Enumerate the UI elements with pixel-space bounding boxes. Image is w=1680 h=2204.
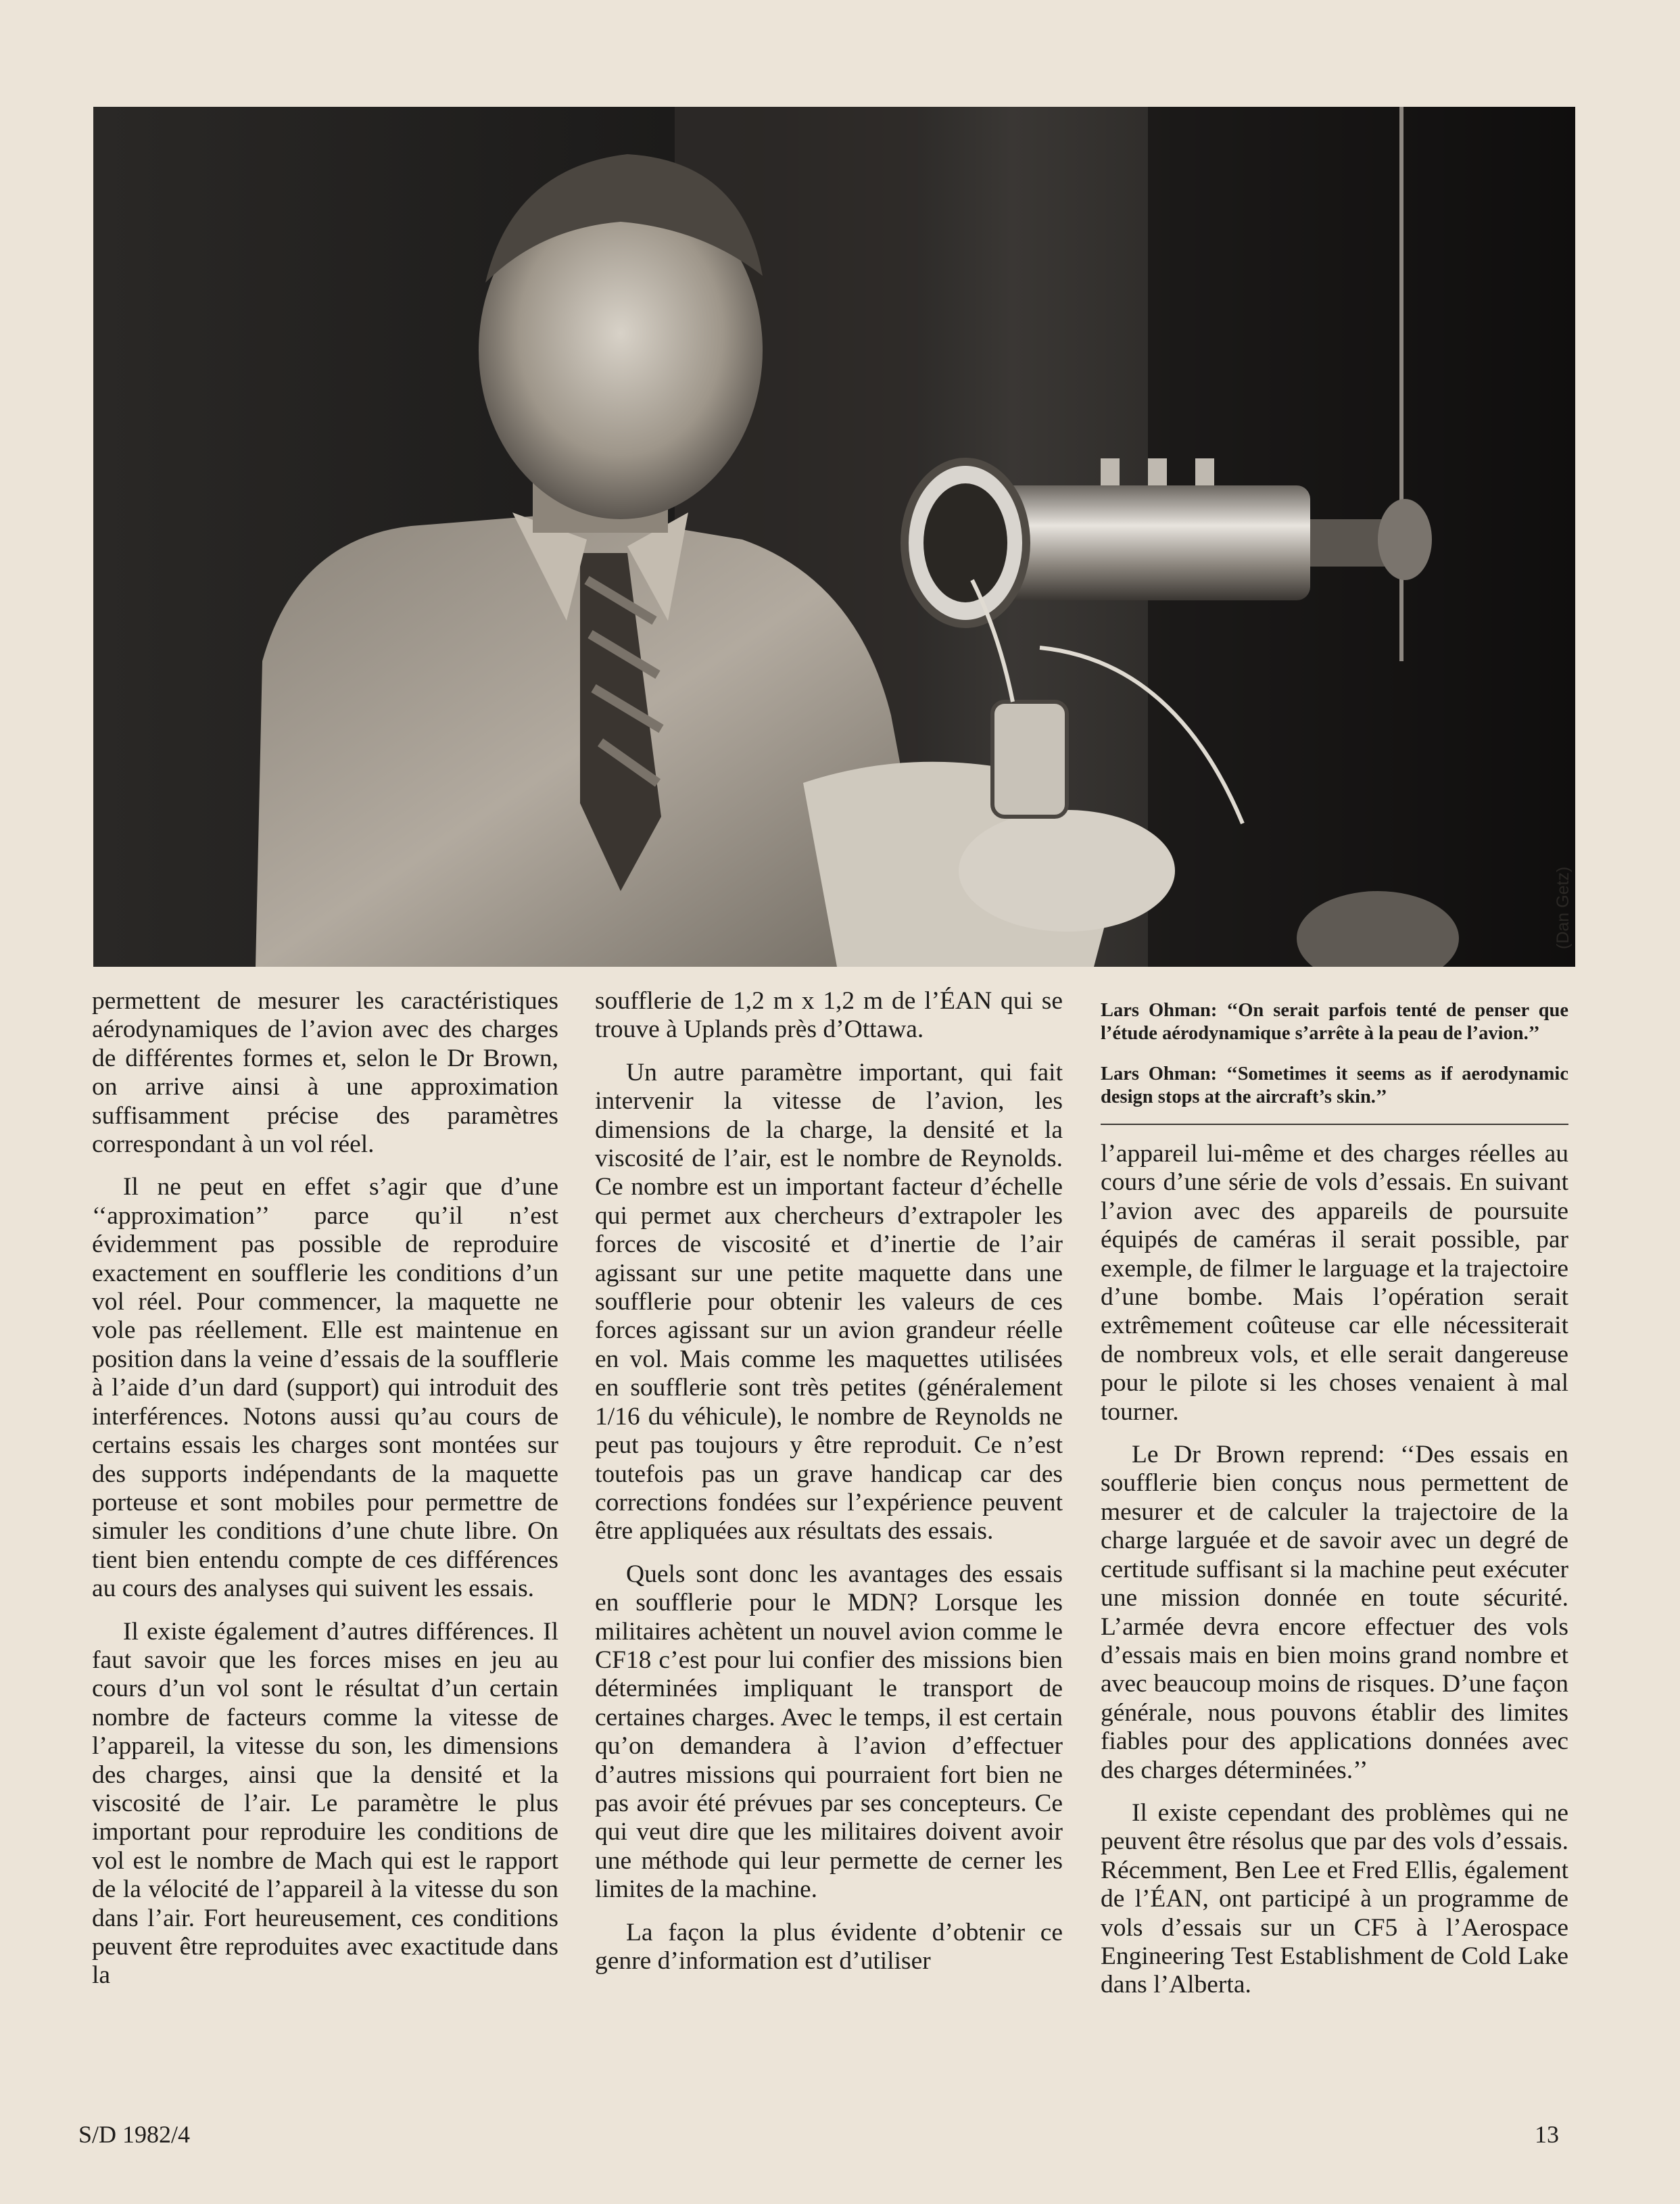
paragraph: Quels sont donc les avantages des essais en soufflerie pour le MDN? Lorsque les militaires achètent un nouvel avion comme le CF18 c’est pour lui confier des missions bien déterminées impliquant le transport de certaines charges. Avec le temps, il est certain qu’on demandera à l’avion d’effectuer d’autres missions qui pourraient fort bien ne pas avoir été prévues par ses concepteurs. Ce qui veut dire que les militaires doivent avoir une méthode qui leur permette de cerner les limites de la machine. <box>595 1560 1063 1904</box>
photo-caption-english: Lars Ohman: ‘‘Sometimes it seems as if aerodynamic design stops at the aircraft’s skin.’’ <box>1101 1063 1568 1107</box>
paragraph: Un autre paramètre important, qui fait intervenir la vitesse de l’avion, les dimensions de la charge, la densité et la viscosité de l’air, est le nombre de Reynolds. Ce nombre est un important facteur d’échelle qui permet aux chercheurs d’extrapoler les forces de viscosité et d’inertie de l’air agissant sur une petite maquette dans une soufflerie pour obtenir les valeurs de ces forces agissant sur un avion grandeur réelle en vol. Mais comme les maquettes utilisées en soufflerie sont très petites (généralement 1/16 du véhicule), le nombre de Reynolds ne peut pas toujours y être reproduit. Ce n’est toutefois pas un grave handicap car des corrections fondées sur l’expérience peuvent être appliquées aux résultats des essais. <box>595 1058 1063 1546</box>
text-column-3 <box>1101 987 1568 2014</box>
photo-credit: (Dan Getz) <box>1554 866 1573 949</box>
paragraph: La façon la plus évidente d’obtenir ce genre d’information est d’utiliser <box>595 1918 1063 1975</box>
paragraph: l’appareil lui-même et des charges réelles au cours d’une série de vols d’essais. En suivant l’avion avec des appareils de poursuite équipés de caméras il serait possible, par exemple, de filmer le larguage et la trajectoire d’une bombe. Mais l’opération serait extrêmement coûteuse car elle nécessiterait de nombreux vols, et elle serait dangereuse pour le pilote si les choses venaient à mal tourner. <box>1101 1140 1568 1426</box>
paragraph: Il existe cependant des problèmes qui ne peuvent être résolus que par des vols d’essais. Récemment, Ben Lee et Fred Ellis, également de l’ÉAN, ont participé à un programme de vols d’essais sur un CF5 à l’Aerospace Engineering Test Establishment de Cold Lake dans l’Alberta. <box>1101 1798 1568 1999</box>
photo-image <box>93 107 1575 967</box>
photo-researcher-with-model <box>93 107 1575 967</box>
paragraph: Il ne peut en effet s’agir que d’une ‘‘approximation’’ parce qu’il n’est évidemment pas possible de reproduire exactement en soufflerie les conditions d’un vol réel. Pour commencer, la maquette ne vole pas réellement. Elle est maintenue en position dans la veine d’essais de la soufflerie à l’aide d’un dard (support) qui introduit des interférences. Notons aussi qu’au cours de certains essais les charges sont montées sur des supports indépendants de la maquette porteuse et sont mobiles pour permettre de simuler les conditions d’une chute libre. On tient bien entendu compte de ces différences au cours des analyses qui suivent les essais. <box>92 1173 558 1603</box>
text-column-2 <box>595 987 1063 1990</box>
paragraph: Il existe également d’autres différences. Il faut savoir que les forces mises en jeu au cours d’un vol sont le résultat d’un certain nombre de facteurs comme la vitesse de l’appareil, la vitesse du son, les dimensions des charges, ainsi que la densité et la viscosité de l’air. Le paramètre le plus important pour reproduire les conditions de vol est le nombre de Mach qui est le rapport de la vélocité de l’appareil à la vitesse du son dans l’air. Fort heureusement, ces conditions peuvent être reproduites avec exactitude dans la <box>92 1617 558 1990</box>
caption-divider <box>1101 1124 1568 1125</box>
paragraph: soufflerie de 1,2 m x 1,2 m de l’ÉAN qui se trouve à Uplands près d’Ottawa. <box>595 987 1063 1044</box>
photo-caption-french: Lars Ohman: ‘‘On serait parfois tenté de penser que l’étude aérodynamique s’arrête à la peau de l’avion.’’ <box>1101 1000 1568 1044</box>
issue-label: S/D 1982/4 <box>78 2121 191 2148</box>
text-column-1 <box>92 987 558 2005</box>
page-number: 13 <box>1535 2121 1559 2148</box>
paragraph: permettent de mesurer les caractéristiques aérodynamiques de l’avion avec des charges de différentes formes et, selon le Dr Brown, on arrive ainsi à une approximation suffisamment précise des paramètres correspondant à un vol réel. <box>92 987 558 1159</box>
paragraph: Le Dr Brown reprend: ‘‘Des essais en soufflerie bien conçus nous permettent de mesurer et de calculer la trajectoire de la charge larguée et de savoir avec un degré de certitude suffisant si la machine peut exécuter une mission donnée en toute sécurité. L’armée devra encore effectuer des vols d’essais mais en bien moins grand nombre et avec beaucoup moins de risques. D’une façon générale, nous pouvons établir des limites fiables pour des applications données avec des charges déterminées.’’ <box>1101 1441 1568 1784</box>
